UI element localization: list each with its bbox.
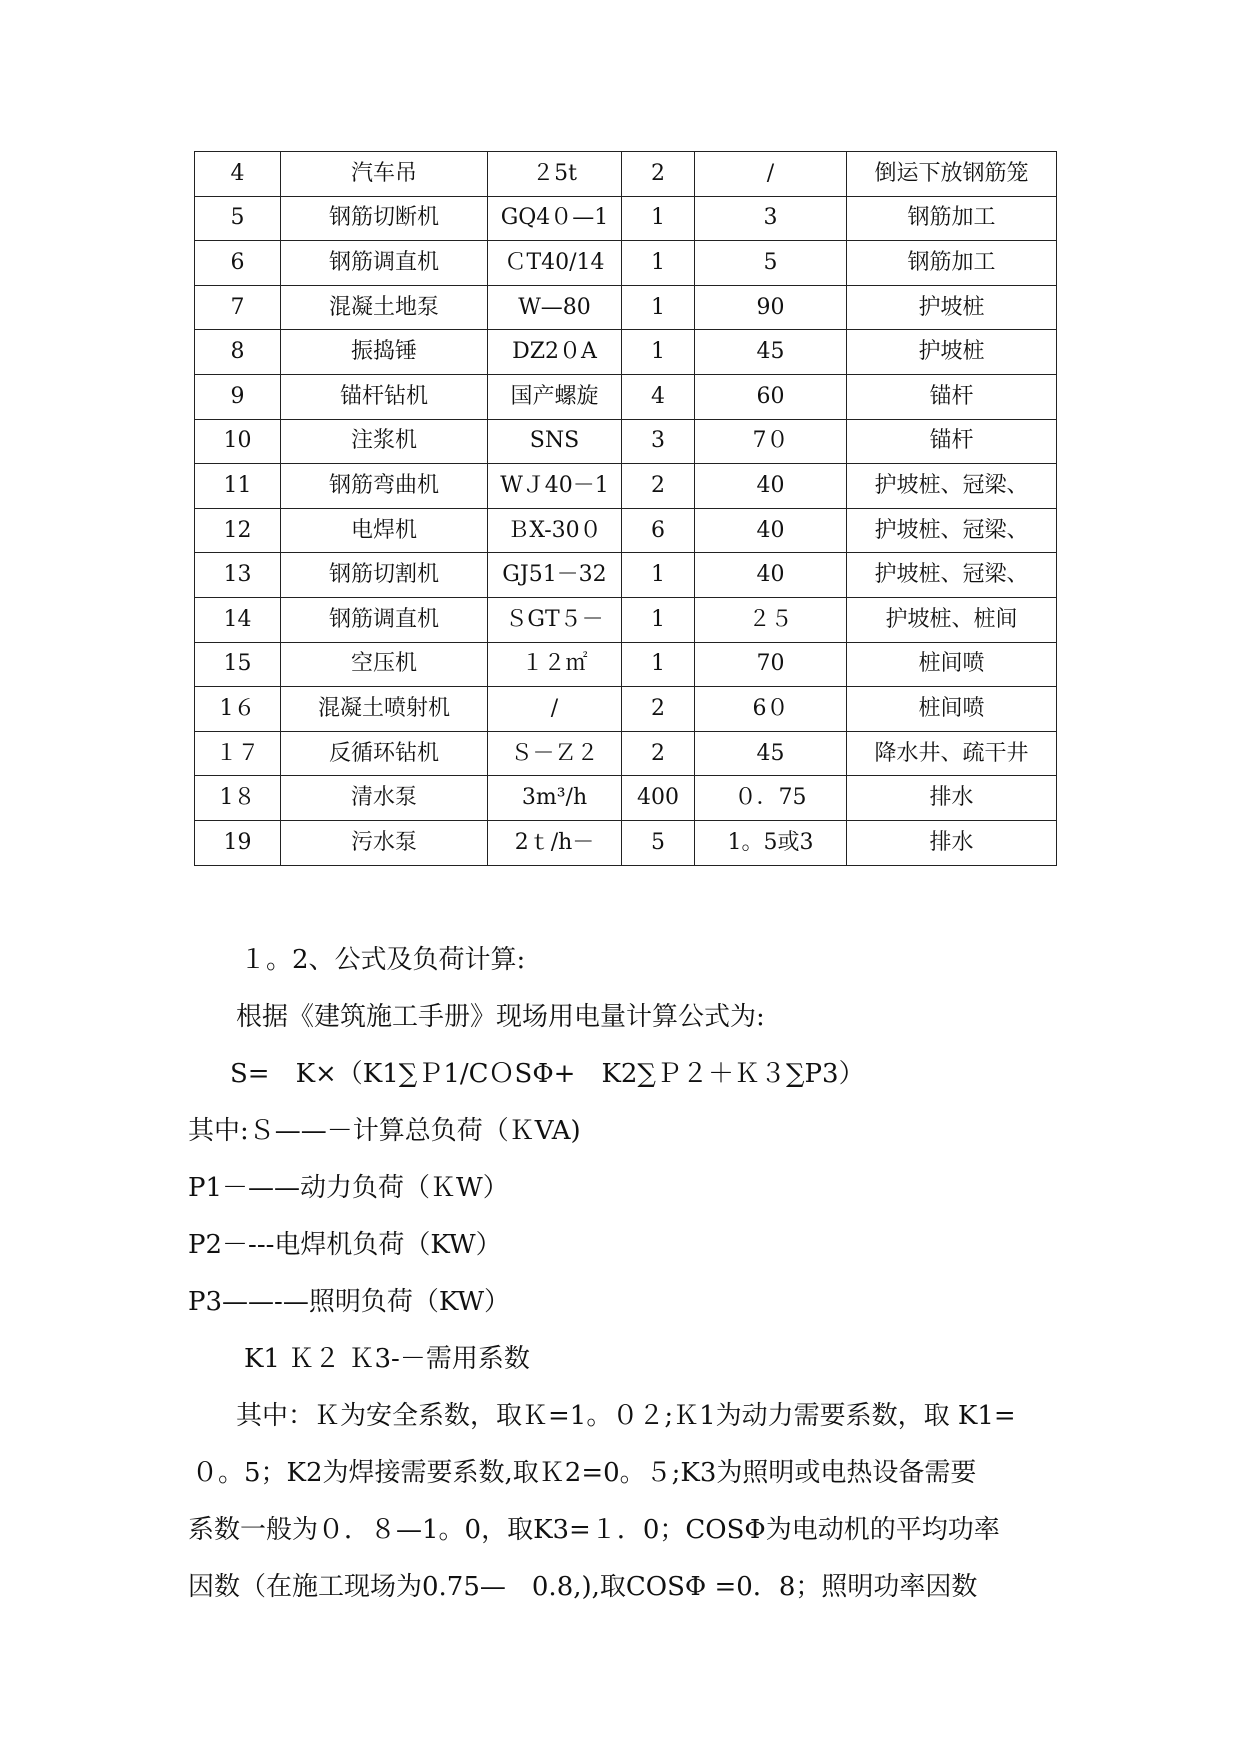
equipment-power: ０．75 [695, 776, 847, 821]
table-row [195, 152, 1057, 197]
equipment-model: 3m³/h [488, 776, 622, 821]
equipment-power: 3 [695, 196, 847, 241]
row-number: 14 [195, 597, 281, 642]
table-row [195, 330, 1057, 375]
equipment-usage: 桩间喷 [847, 687, 1057, 732]
equipment-quantity: 2 [622, 687, 695, 732]
equipment-usage: 护坡桩、桩间 [847, 597, 1057, 642]
equipment-model: GJ51－32 [488, 553, 622, 598]
table-row [195, 731, 1057, 776]
definition-p2: P2－---电焊机负荷（KW） [188, 1230, 502, 1260]
equipment-quantity: 2 [622, 464, 695, 509]
equipment-quantity: 1 [622, 330, 695, 375]
equipment-name: 钢筋切断机 [281, 196, 488, 241]
intro-paragraph: 根据《建筑施工手册》现场用电量计算公式为: [236, 1002, 765, 1032]
equipment-power: 40 [695, 508, 847, 553]
equipment-name: 反循环钻机 [281, 731, 488, 776]
equipment-name: 钢筋调直机 [281, 241, 488, 286]
row-number: 15 [195, 642, 281, 687]
row-number: 1８ [195, 776, 281, 821]
equipment-power: 1。5或3 [695, 820, 847, 865]
equipment-usage: 护坡桩、冠梁、 [847, 464, 1057, 509]
section-heading: １。2、公式及负荷计算: [240, 945, 526, 975]
equipment-model: ＣT40/14 [488, 241, 622, 286]
definition-k: K1 Ｋ２ Ｋ3-－需用系数 [244, 1344, 530, 1374]
equipment-table [194, 151, 1057, 866]
row-number: 19 [195, 820, 281, 865]
explanation-line-4: 因数（在施工现场为0.75— 0.8,),取COSΦ =0．8；照明功率因数 [188, 1572, 978, 1602]
equipment-model: WＪ40－1 [488, 464, 622, 509]
equipment-name: 锚杆钻机 [281, 374, 488, 419]
equipment-quantity: 2 [622, 731, 695, 776]
table-row [195, 553, 1057, 598]
equipment-power: 6０ [695, 687, 847, 732]
equipment-quantity: 1 [622, 553, 695, 598]
equipment-power: 45 [695, 330, 847, 375]
equipment-usage: 锚杆 [847, 419, 1057, 464]
definition-p3: P3——-—照明负荷（KW） [188, 1287, 511, 1317]
equipment-usage: 降水井、疏干井 [847, 731, 1057, 776]
equipment-quantity: 1 [622, 196, 695, 241]
equipment-usage: 护坡桩 [847, 330, 1057, 375]
definition-s: 其中:Ｓ——－计算总负荷（ＫVA) [188, 1116, 581, 1146]
equipment-usage: 桩间喷 [847, 642, 1057, 687]
table-row [195, 508, 1057, 553]
equipment-model: ＢX-30０ [488, 508, 622, 553]
equipment-name: 注浆机 [281, 419, 488, 464]
equipment-usage: 锚杆 [847, 374, 1057, 419]
table-row [195, 687, 1057, 732]
equipment-quantity: 1 [622, 285, 695, 330]
equipment-model: ２5t [488, 152, 622, 197]
equipment-usage: 倒运下放钢筋笼 [847, 152, 1057, 197]
equipment-model: GQ4０—1 [488, 196, 622, 241]
equipment-usage: 钢筋加工 [847, 241, 1057, 286]
equipment-model: ＳGT５－ [488, 597, 622, 642]
row-number: 9 [195, 374, 281, 419]
equipment-power: ２５ [695, 597, 847, 642]
equipment-model: Ｓ－Ｚ２ [488, 731, 622, 776]
equipment-power: / [695, 152, 847, 197]
row-number: 1６ [195, 687, 281, 732]
equipment-usage: 护坡桩 [847, 285, 1057, 330]
formula-line: S= K×（K1∑Ｐ1/CＯSΦ+ K2∑Ｐ２＋Ｋ３∑P3） [230, 1059, 865, 1089]
equipment-quantity: 6 [622, 508, 695, 553]
equipment-usage: 排水 [847, 776, 1057, 821]
table-row [195, 642, 1057, 687]
row-number: 13 [195, 553, 281, 598]
equipment-usage: 护坡桩、冠梁、 [847, 508, 1057, 553]
table-row [195, 776, 1057, 821]
row-number: 12 [195, 508, 281, 553]
equipment-model: SNS [488, 419, 622, 464]
row-number: 4 [195, 152, 281, 197]
explanation-line-3: 系数一般为０．８—1。0，取K3=１．0；COSΦ为电动机的平均功率 [188, 1515, 1000, 1545]
equipment-name: 电焊机 [281, 508, 488, 553]
row-number: 6 [195, 241, 281, 286]
equipment-name: 振捣锤 [281, 330, 488, 375]
equipment-model: 2ｔ/h－ [488, 820, 622, 865]
table-row [195, 241, 1057, 286]
equipment-quantity: 400 [622, 776, 695, 821]
equipment-power: 40 [695, 553, 847, 598]
table-row [195, 374, 1057, 419]
equipment-model: １２㎡ [488, 642, 622, 687]
equipment-power: 40 [695, 464, 847, 509]
equipment-quantity: 2 [622, 152, 695, 197]
row-number: 8 [195, 330, 281, 375]
equipment-quantity: 3 [622, 419, 695, 464]
equipment-model: 国产螺旋 [488, 374, 622, 419]
equipment-name: 清水泵 [281, 776, 488, 821]
equipment-name: 汽车吊 [281, 152, 488, 197]
equipment-power: 60 [695, 374, 847, 419]
equipment-model: / [488, 687, 622, 732]
equipment-power: 45 [695, 731, 847, 776]
row-number: 7 [195, 285, 281, 330]
table-row [195, 285, 1057, 330]
equipment-power: 70 [695, 642, 847, 687]
equipment-name: 钢筋切割机 [281, 553, 488, 598]
row-number: １７ [195, 731, 281, 776]
table-row [195, 196, 1057, 241]
table-row [195, 820, 1057, 865]
equipment-power: 5 [695, 241, 847, 286]
equipment-name: 钢筋弯曲机 [281, 464, 488, 509]
equipment-name: 混凝土地泵 [281, 285, 488, 330]
equipment-name: 混凝土喷射机 [281, 687, 488, 732]
explanation-line-2: ０。5；K2为焊接需要系数,取Ｋ2=0。５;K3为照明或电热设备需要 [192, 1458, 977, 1488]
row-number: 11 [195, 464, 281, 509]
equipment-quantity: 1 [622, 241, 695, 286]
equipment-usage: 排水 [847, 820, 1057, 865]
equipment-usage: 钢筋加工 [847, 196, 1057, 241]
equipment-quantity: 5 [622, 820, 695, 865]
table-row [195, 597, 1057, 642]
definition-p1: P1－——动力负荷（ＫW） [188, 1173, 509, 1203]
equipment-model: W—80 [488, 285, 622, 330]
row-number: 5 [195, 196, 281, 241]
equipment-name: 空压机 [281, 642, 488, 687]
equipment-model: DZ2０A [488, 330, 622, 375]
equipment-power: 7０ [695, 419, 847, 464]
equipment-quantity: 1 [622, 642, 695, 687]
equipment-table-body [195, 152, 1057, 866]
equipment-quantity: 1 [622, 597, 695, 642]
table-row [195, 419, 1057, 464]
table-row [195, 464, 1057, 509]
explanation-line-1: 其中：Ｋ为安全系数，取Ｋ=1。０２;Ｋ1为动力需要系数，取 K1= [236, 1401, 1016, 1431]
equipment-usage: 护坡桩、冠梁、 [847, 553, 1057, 598]
equipment-name: 污水泵 [281, 820, 488, 865]
equipment-power: 90 [695, 285, 847, 330]
row-number: 10 [195, 419, 281, 464]
equipment-name: 钢筋调直机 [281, 597, 488, 642]
equipment-quantity: 4 [622, 374, 695, 419]
